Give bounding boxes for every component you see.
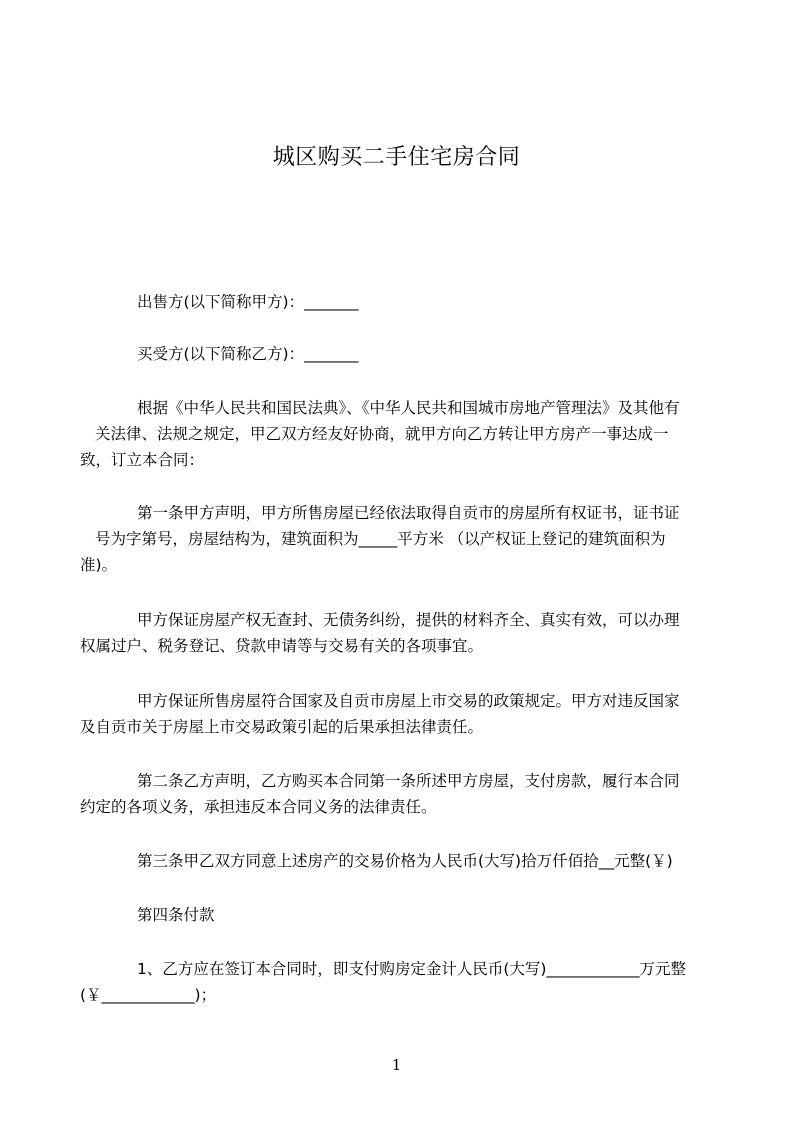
payment-clause-1 xyxy=(80,956,686,1008)
article-2-paragraph xyxy=(80,768,680,820)
page-number: 1 xyxy=(391,1056,402,1074)
text-line: 准)。 xyxy=(80,556,118,574)
text-line: 权属过户、税务登记、贷款申请等与交易有关的各项事宜。 xyxy=(80,637,484,655)
text-line: 致，订立本合同： xyxy=(80,451,205,469)
text-line: 第二条乙方声明，乙方购买本合同第一条所述甲方房屋，支付房款，履行本合同 xyxy=(137,772,680,790)
text-line: 根据《中华人民共和国民法典》、《中华人民共和国城市房地产管理法》及其他有 xyxy=(137,399,680,417)
preamble-paragraph xyxy=(80,395,680,473)
text-line: 号为字第号，房屋结构为，建筑面积为_____平方米 （以产权证上登记的建筑面积为 xyxy=(95,530,666,548)
text-line: 约定的各项义务，承担违反本合同义务的法律责任。 xyxy=(80,798,437,816)
seller-guarantee-paragraph-2 xyxy=(80,688,680,740)
text-line: 1、乙方应在签订本合同时，即支付购房定金计人民币(大写)____________万元整 xyxy=(137,960,686,978)
text-line: 关法律、法规之规定，甲乙双方经友好协商，就甲方向乙方转让甲方房产一事达成一 xyxy=(95,425,669,443)
text-line: 甲方保证所售房屋符合国家及自贡市房屋上市交易的政策规定。甲方对违反国家 xyxy=(137,692,680,710)
text-line: (￥____________)； xyxy=(80,986,217,1004)
text-line: 甲方保证房屋产权无查封、无债务纠纷，提供的材料齐全、真实有效，可以办理 xyxy=(137,611,680,629)
article-3-line: 第三条甲乙双方同意上述房产的交易价格为人民币(大写)拾万仟佰拾__元整(￥) xyxy=(137,852,673,870)
article-4-heading: 第四条付款 xyxy=(137,906,215,924)
document-title: 城区购买二手住宅房合同 xyxy=(272,145,521,170)
seller-guarantee-paragraph-1 xyxy=(80,607,680,659)
text-line: 第一条甲方声明，甲方所售房屋已经依法取得自贡市的房屋所有权证书，证书证 xyxy=(137,504,680,522)
buyer-line: 买受方(以下简称乙方)：_______ xyxy=(137,345,359,363)
seller-line: 出售方(以下简称甲方)：_______ xyxy=(137,293,359,311)
article-1-paragraph xyxy=(80,500,680,578)
text-line: 及自贡市关于房屋上市交易政策引起的后果承担法律责任。 xyxy=(80,718,484,736)
